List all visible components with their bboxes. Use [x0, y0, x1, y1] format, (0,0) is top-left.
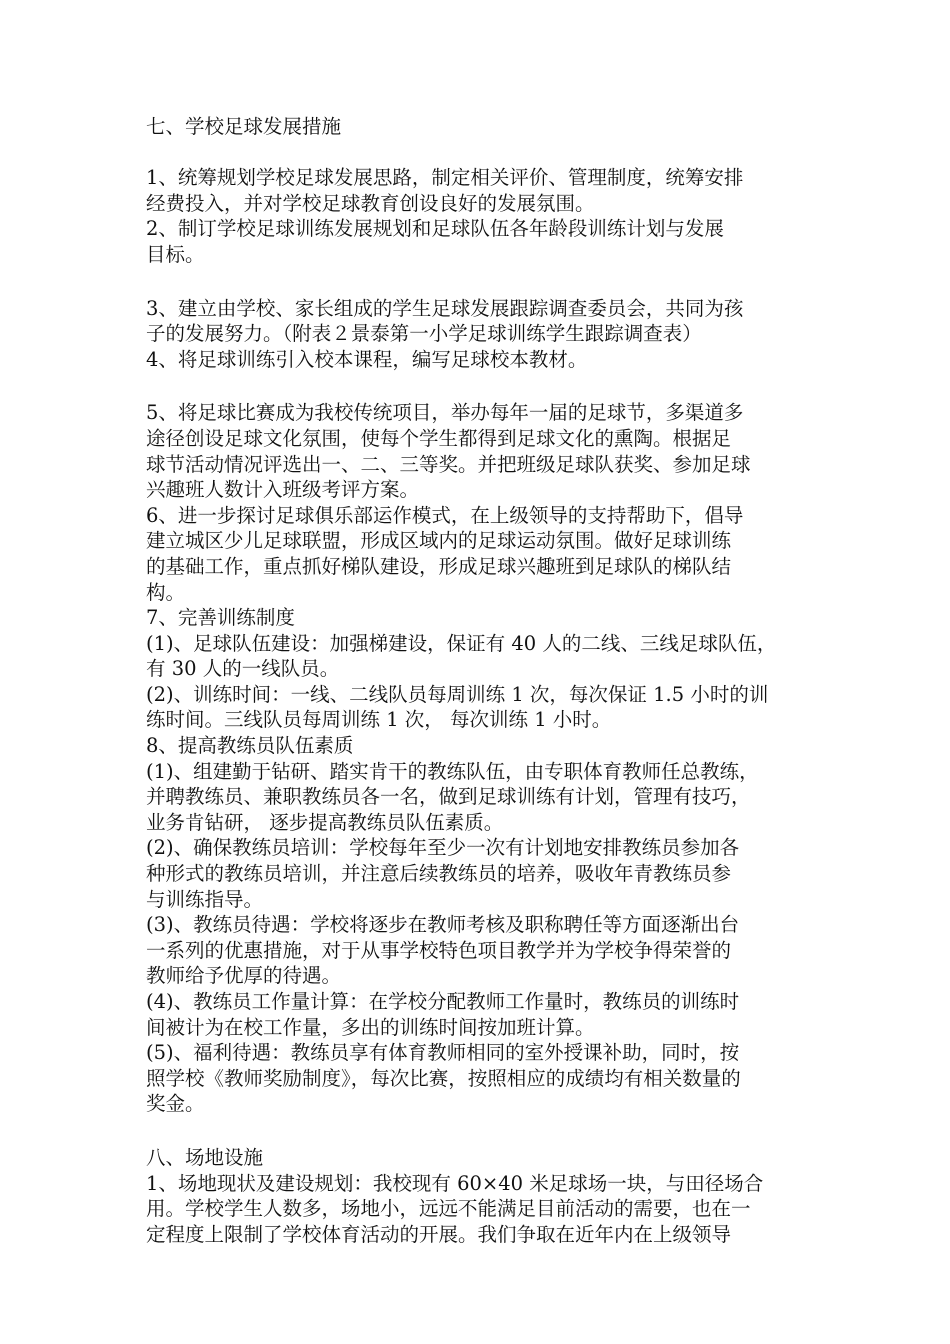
item-3-line: 子的发展努力。（附表２景泰第一小学足球训练学生跟踪调查表） — [146, 322, 702, 346]
item-7-1-line: 有 30 人的一线队员。 — [146, 657, 340, 681]
item-8-4-line: 间被计为在校工作量，多出的训练时间按加班计算。 — [146, 1015, 595, 1039]
item-4-line: 4、将足球训练引入校本课程，编写足球校本教材。 — [146, 347, 588, 371]
item-8-title: 8、提高教练员队伍素质 — [146, 734, 354, 758]
item-5-line: 途径创设足球文化氛围，使每个学生都得到足球文化的熏陶。根据足 — [146, 426, 732, 450]
item-6-line: 构。 — [146, 580, 186, 604]
item-5-line: 兴趣班人数计入班级考评方案。 — [146, 478, 420, 502]
item-8-3-line: (3)、教练员待遇：学校将逐步在教师考核及职称聘任等方面逐渐出台 — [146, 913, 740, 937]
item-8-5-line: 奖金。 — [146, 1092, 205, 1116]
item-5-line: 5、将足球比赛成为我校传统项目，举办每年一届的足球节，多渠道多 — [146, 401, 744, 425]
item-8-2-line: 与训练指导。 — [146, 887, 264, 911]
item-5-line: 球节活动情况评选出一、二、三等奖。并把班级足球队获奖、参加足球 — [146, 452, 751, 476]
item-8-3-line: 教师给予优厚的待遇。 — [146, 964, 342, 988]
section-8-item-1-line: 用。学校学生人数多，场地小，远远不能满足目前活动的需要，也在一 — [146, 1197, 751, 1221]
item-8-5-line: 照学校《教师奖励制度》，每次比赛，按照相应的成绩均有相关数量的 — [146, 1066, 741, 1090]
item-8-3-line: 一系列的优惠措施，对于从事学校特色项目教学并为学校争得荣誉的 — [146, 938, 732, 962]
item-8-1-line: 并聘教练员、兼职教练员各一名，做到足球训练有计划，管理有技巧， — [146, 785, 751, 809]
item-2-line: 目标。 — [146, 242, 205, 266]
item-6-line: 6、进一步探讨足球俱乐部运作模式，在上级领导的支持帮助下，倡导 — [146, 503, 744, 527]
section-8-item-1-line: 定程度上限制了学校体育活动的开展。我们争取在近年内在上级领导 — [146, 1222, 732, 1246]
item-7-title: 7、完善训练制度 — [146, 606, 295, 630]
item-8-5-line: (5)、福利待遇：教练员享有体育教师相同的室外授课补助，同时，按 — [146, 1041, 740, 1065]
item-7-2-line: 练时间。三线队员每周训练 1 次， 每次训练 1 小时。 — [146, 708, 612, 732]
item-6-line: 建立城区少儿足球联盟，形成区域内的足球运动氛围。做好足球训练 — [146, 529, 732, 553]
section-7-heading: 七、学校足球发展措施 — [146, 115, 342, 138]
item-8-2-line: 种形式的教练员培训，并注意后续教练员的培养，吸收年青教练员参 — [146, 862, 732, 886]
item-8-2-line: (2)、确保教练员培训：学校每年至少一次有计划地安排教练员参加各 — [146, 836, 740, 860]
item-3-line: 3、建立由学校、家长组成的学生足球发展跟踪调查委员会，共同为孩 — [146, 296, 744, 320]
section-8-heading: 八、场地设施 — [146, 1145, 264, 1169]
item-8-1-line: 业务肯钻研， 逐步提高教练员队伍素质。 — [146, 810, 504, 834]
item-2-line: 2、制订学校足球训练发展规划和足球队伍各年龄段训练计划与发展 — [146, 217, 724, 241]
item-8-4-line: (4)、教练员工作量计算：在学校分配教师工作量时，教练员的训练时 — [146, 990, 740, 1013]
item-1-line: 1、统筹规划学校足球发展思路，制定相关评价、管理制度，统筹安排 — [146, 166, 744, 190]
item-8-1-line: (1)、组建勤于钻研、踏实肯干的教练队伍，由专职体育教师任总教练， — [146, 759, 759, 783]
section-8-item-1-line: 1、场地现状及建设规划：我校现有 60×40 米足球场一块，与田径场合 — [146, 1171, 764, 1195]
document-page — [146, 114, 826, 1247]
item-1-line: 经费投入，并对学校足球教育创设良好的发展氛围。 — [146, 191, 595, 215]
item-7-1-line: (1)、足球队伍建设：加强梯建设，保证有 40 人的二线、三线足球队伍， — [146, 631, 777, 655]
item-6-line: 的基础工作，重点抓好梯队建设，形成足球兴趣班到足球队的梯队结 — [146, 554, 732, 578]
item-7-2-line: (2)、训练时间：一线、二线队员每周训练 1 次，每次保证 1.5 小时的训 — [146, 682, 769, 706]
